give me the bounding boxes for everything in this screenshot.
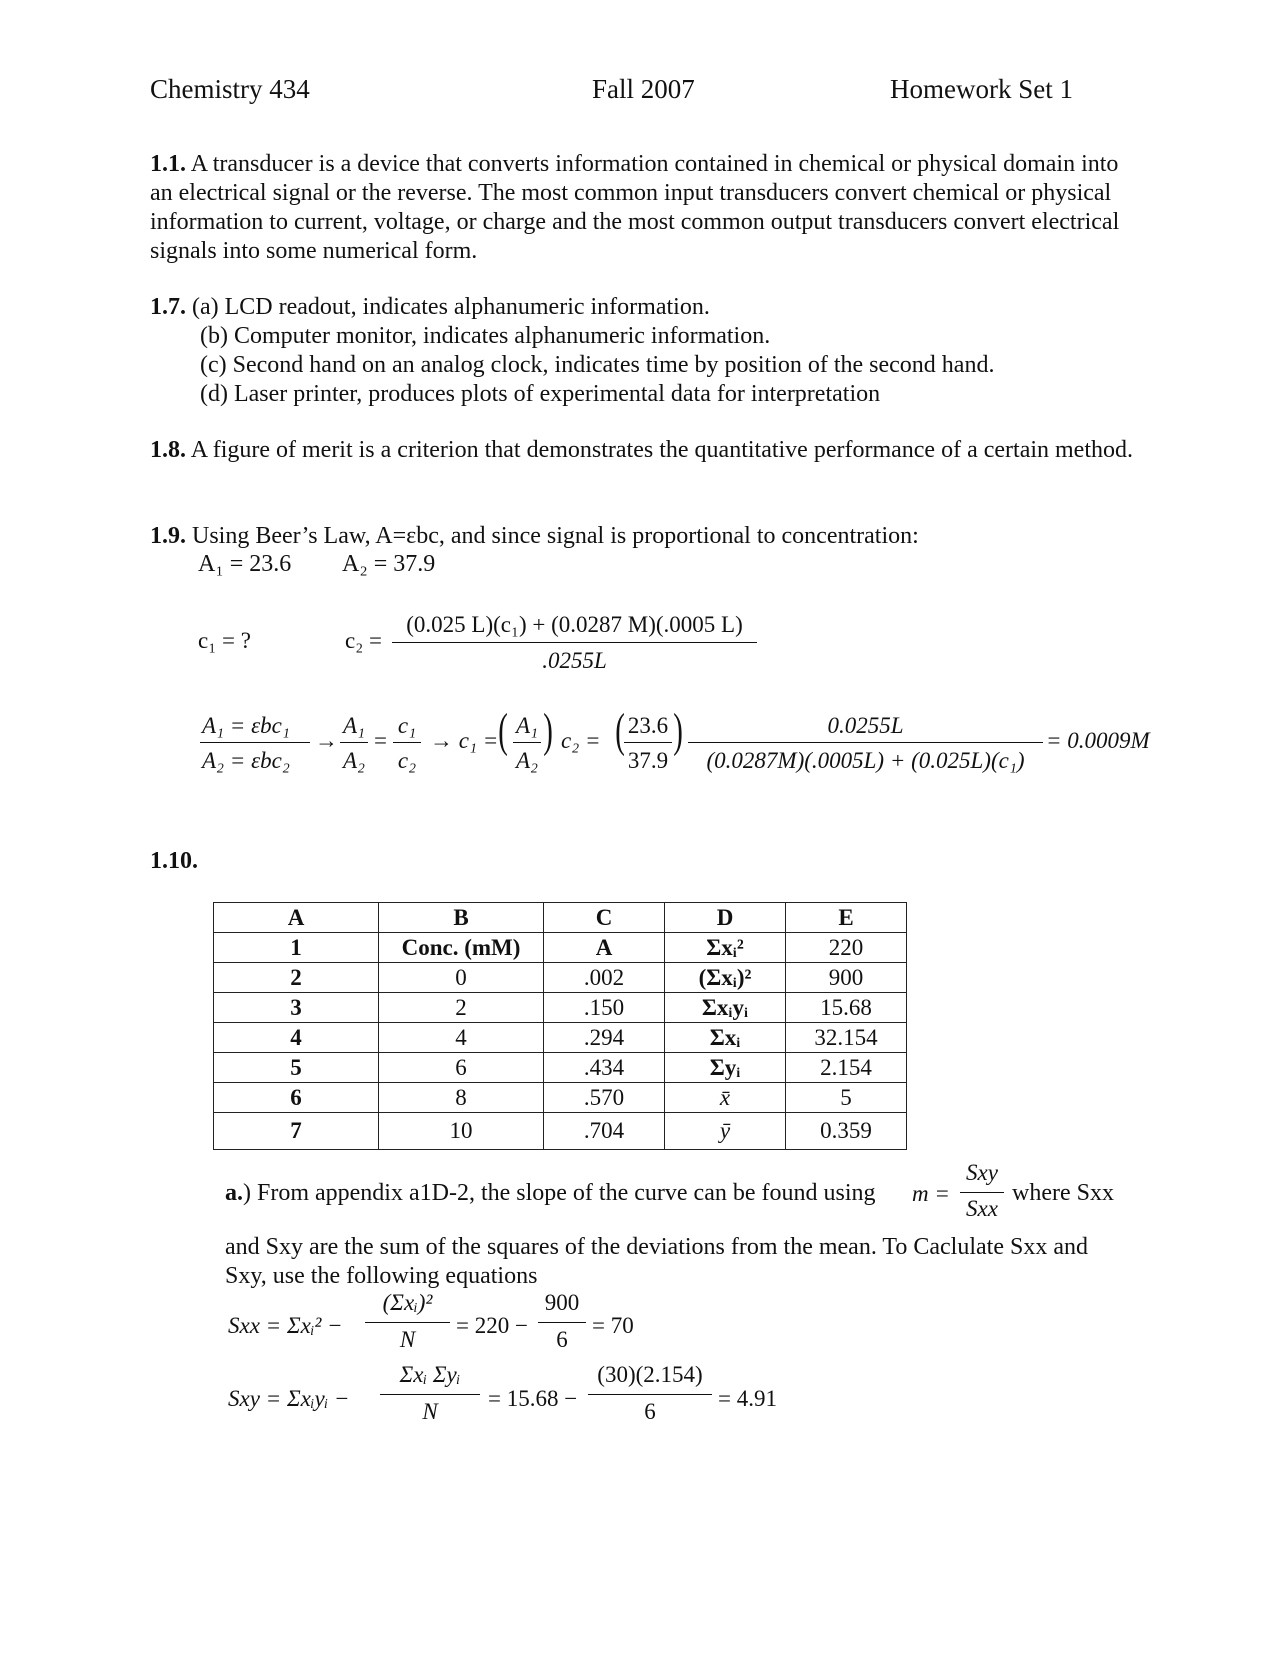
c2-numerator: (0.025 L)(c₁) + (0.0287 M)(.0005 L) — [406, 612, 743, 637]
beer-eq-1: A₁ = εbc₁ — [202, 713, 290, 738]
table-header-cell: C — [544, 903, 665, 933]
a2-value: A₂ = 37.9 — [342, 551, 436, 577]
table-cell: 900 — [786, 963, 907, 993]
fraction-bar — [365, 1322, 450, 1323]
table-cell: .002 — [544, 963, 665, 993]
table-cell: 0 — [379, 963, 544, 993]
table-cell: 3 — [214, 993, 379, 1023]
table-cell: A — [544, 933, 665, 963]
slope-denominator: Sxx — [966, 1196, 998, 1221]
part-a-text: ) From appendix a1D-2, the slope of the curve can be found using — [243, 1180, 876, 1206]
left-paren: ( — [498, 704, 508, 757]
table-cell: Σxᵢ — [665, 1023, 786, 1053]
table-cell: ȳ — [665, 1113, 786, 1150]
table-cell: 220 — [786, 933, 907, 963]
header-course: Chemistry 434 — [150, 74, 310, 104]
table-cell: x̄ — [665, 1083, 786, 1113]
slope-numerator: Sxy — [966, 1160, 998, 1185]
table-cell: .294 — [544, 1023, 665, 1053]
table-cell: 8 — [379, 1083, 544, 1113]
question-number-1-10: 1.10. — [150, 848, 198, 874]
answer-text: Using Beer’s Law, A=εbc, and since signal is proportional to concentration: — [192, 523, 919, 549]
table-cell: .570 — [544, 1083, 665, 1113]
table-cell: 2.154 — [786, 1053, 907, 1083]
table-row — [214, 1083, 907, 1113]
sxy-mid: = 15.68 − — [488, 1386, 578, 1411]
ratio-c-den: c₂ — [397, 748, 417, 773]
result-value: = 0.0009M — [1046, 728, 1150, 753]
fraction-bar — [340, 742, 368, 743]
sxy-d: 6 — [644, 1399, 656, 1424]
answer-part-c: (c) Second hand on an analog clock, indicates time by position of the second hand. — [200, 352, 995, 378]
table-row — [214, 933, 907, 963]
answer-part-a: (a) LCD readout, indicates alphanumeric information. — [192, 294, 710, 320]
table-row — [214, 1053, 907, 1083]
sxy-frac-num: Σxᵢ Σyᵢ — [399, 1362, 461, 1387]
fraction-bar — [393, 742, 421, 743]
sxx-result: = 70 — [592, 1313, 634, 1338]
table-header-row — [214, 903, 907, 933]
answer-1-7 — [150, 293, 1140, 409]
table-header-cell: A — [214, 903, 379, 933]
table-cell: Σxᵢ² — [665, 933, 786, 963]
table-cell: 4 — [379, 1023, 544, 1053]
table-cell: .434 — [544, 1053, 665, 1083]
sxx-mid: = 220 − — [456, 1313, 528, 1338]
fraction-bar — [688, 742, 1043, 743]
question-number: 1.9. — [150, 523, 186, 549]
left-paren: ( — [615, 704, 625, 757]
where-text: where Sxx — [1012, 1180, 1114, 1206]
fraction-bar — [380, 1394, 480, 1395]
answer-1-8 — [150, 436, 1140, 465]
question-number: 1.7. — [150, 294, 186, 320]
sxy-frac-den: N — [422, 1399, 438, 1424]
beer-eq-2: A₂ = εbc₂ — [202, 748, 290, 773]
question-number: 1.1. — [150, 151, 186, 177]
table-cell: Σyᵢ — [665, 1053, 786, 1083]
table-cell: 2 — [379, 993, 544, 1023]
right-paren: ) — [673, 704, 683, 757]
fraction-bar — [392, 642, 757, 643]
answer-1-1 — [150, 150, 1140, 266]
big-denominator: (0.0287M)(.0005L) + (0.025L)(c₁) — [706, 748, 1025, 773]
sxx-n: 900 — [544, 1290, 580, 1315]
ratio-a-den: A₂ — [342, 748, 366, 773]
fraction-bar — [960, 1192, 1004, 1193]
arrow-1: → — [315, 728, 338, 753]
table-cell: Conc. (mM) — [379, 933, 544, 963]
n1-value: 23.6 — [627, 713, 669, 738]
table-cell: 5 — [786, 1083, 907, 1113]
table-cell: 10 — [379, 1113, 544, 1150]
a1-value: A₁ = 23.6 — [198, 551, 292, 577]
big-numerator: 0.0255L — [827, 713, 904, 738]
c2-lhs: c₂ = — [345, 628, 382, 653]
sxx-lhs: Sxx = Σxᵢ² − — [228, 1313, 343, 1338]
table-cell: 2 — [214, 963, 379, 993]
table-row — [214, 993, 907, 1023]
table-header-cell: E — [786, 903, 907, 933]
data-table — [213, 902, 907, 1150]
table-cell: .150 — [544, 993, 665, 1023]
equals-sign: = — [374, 728, 387, 753]
part-a-label: a. — [225, 1180, 243, 1206]
table-cell: 6 — [379, 1053, 544, 1083]
table-cell: 32.154 — [786, 1023, 907, 1053]
ratio-a-den-2: A₂ — [515, 748, 539, 773]
fraction-bar — [200, 742, 310, 743]
fraction-bar — [588, 1394, 712, 1395]
answer-text: A figure of merit is a criterion that demonstrates the quantitative performance of a certain method. — [190, 437, 1134, 463]
ratio-c-num: c₁ — [397, 713, 417, 738]
arrow-2: → c₁ = — [430, 728, 499, 753]
answer-part-b: (b) Computer monitor, indicates alphanumeric information. — [200, 323, 771, 349]
table-cell: (Σxᵢ)² — [665, 963, 786, 993]
n2-value: 37.9 — [627, 748, 669, 773]
answer-part-d: (d) Laser printer, produces plots of experimental data for interpretation — [200, 381, 881, 407]
table-row — [214, 963, 907, 993]
table-cell: Σxᵢyᵢ — [665, 993, 786, 1023]
table-header-cell: D — [665, 903, 786, 933]
fraction-bar — [624, 742, 672, 743]
sxy-result: = 4.91 — [718, 1386, 777, 1411]
m-equals: m = — [912, 1181, 950, 1206]
header-term: Fall 2007 — [592, 74, 695, 104]
table-cell: 1 — [214, 933, 379, 963]
answer-text: A transducer is a device that converts information contained in chemical or physical domain into an electrical signal or the reverse. The most common input transducers convert chemical or physical information to current, voltage, or charge and the most common output transducers convert electrical signals into some numerical form. — [150, 151, 1120, 264]
part-a-line-2: and Sxy are the sum of the squares of the deviations from the mean. To Caclulate Sxx and Sxy, use the following equations — [225, 1234, 1088, 1289]
table-cell: 5 — [214, 1053, 379, 1083]
part-a-line-1 — [225, 1180, 876, 1207]
sxy-lhs: Sxy = Σxᵢyᵢ − — [228, 1386, 350, 1411]
table-header-cell: B — [379, 903, 544, 933]
header-set: Homework Set 1 — [890, 74, 1073, 104]
table-cell: 7 — [214, 1113, 379, 1150]
table-cell: .704 — [544, 1113, 665, 1150]
right-paren: ) — [543, 704, 553, 757]
c2-denominator: .0255L — [542, 648, 607, 673]
c1-unknown: c₁ = ? — [198, 628, 251, 653]
table-row — [214, 1113, 907, 1150]
sxx-frac-num: (Σxᵢ)² — [382, 1290, 433, 1315]
table-row — [214, 1023, 907, 1053]
table-cell: 6 — [214, 1083, 379, 1113]
fraction-bar — [513, 742, 541, 743]
table-cell: 4 — [214, 1023, 379, 1053]
fraction-bar — [538, 1322, 586, 1323]
c2-equals: c₂ = — [561, 728, 601, 753]
sxy-n: (30)(2.154) — [597, 1362, 703, 1387]
question-number: 1.8. — [150, 437, 186, 463]
ratio-a-num-2: A₁ — [515, 713, 539, 738]
table-cell: 15.68 — [786, 993, 907, 1023]
sxx-frac-den: N — [399, 1327, 416, 1352]
sxx-d: 6 — [556, 1327, 568, 1352]
answer-1-9 — [150, 522, 1140, 551]
table-cell: 0.359 — [786, 1113, 907, 1150]
ratio-a-num: A₁ — [342, 713, 366, 738]
